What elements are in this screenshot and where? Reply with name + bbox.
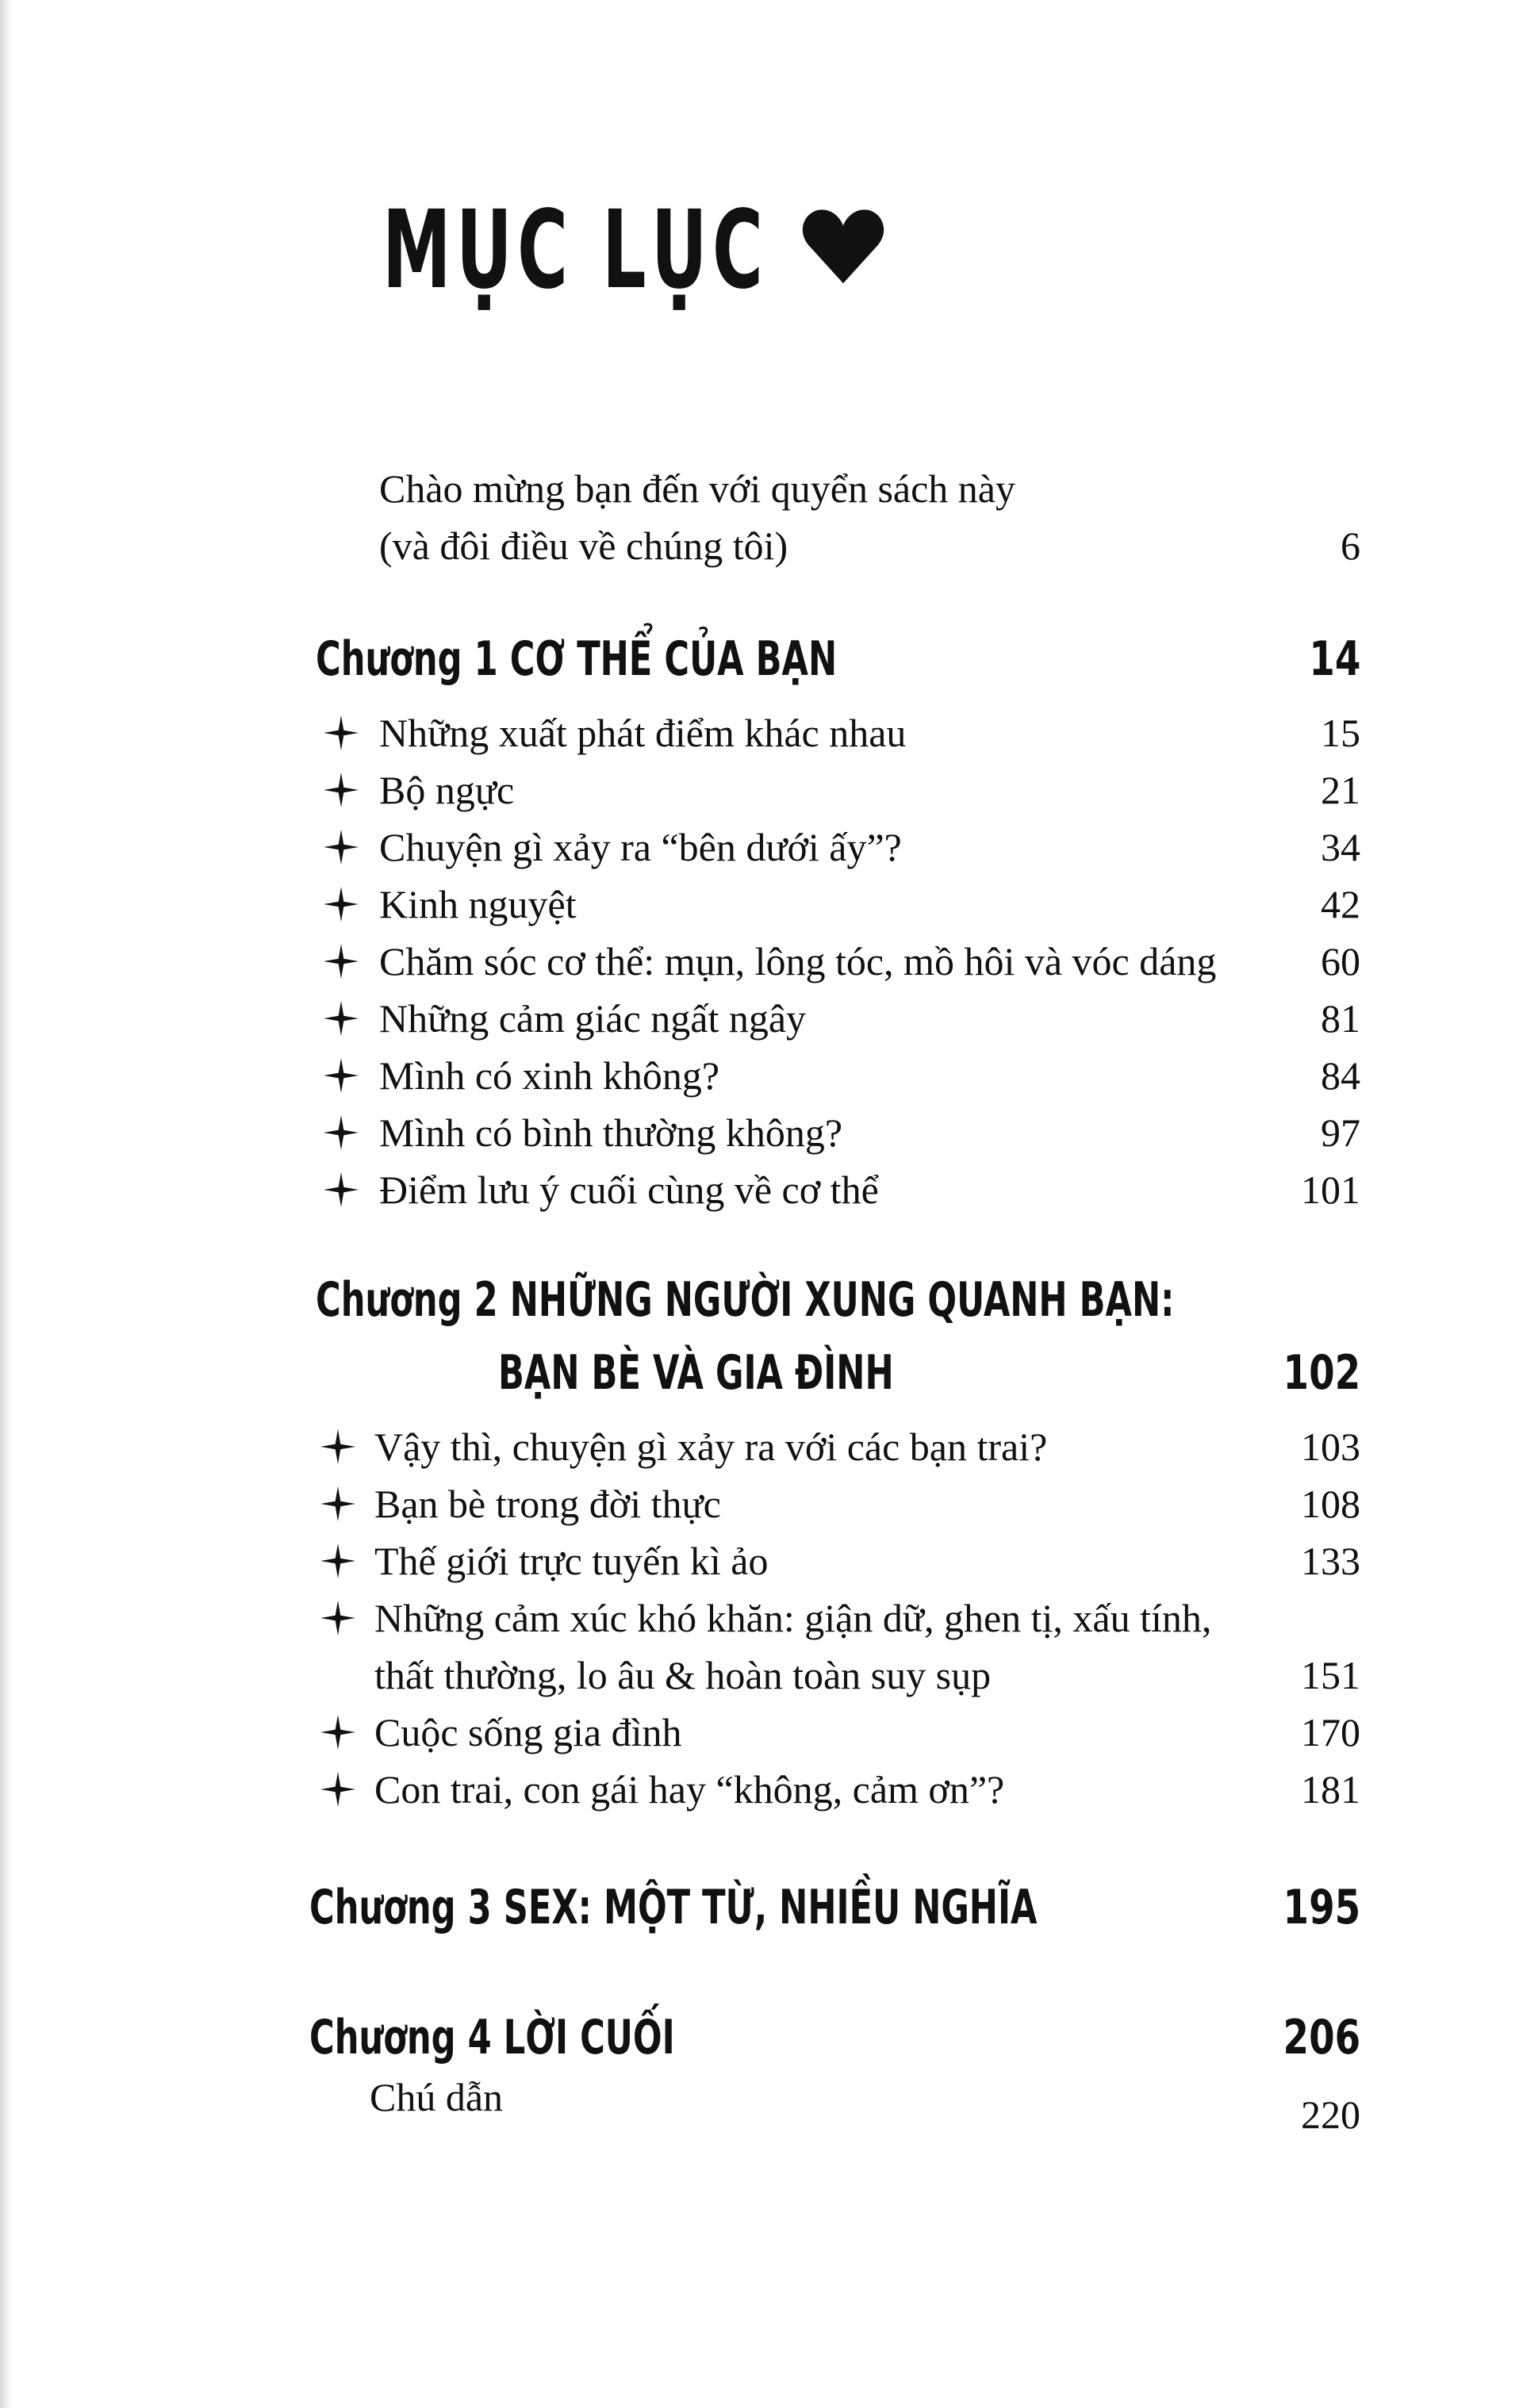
four-point-star-icon: [324, 830, 359, 865]
toc-item-title-cont: thất thường, lo âu & hoàn toàn suy sụp: [374, 1653, 992, 1697]
toc-item-page: 81: [1321, 996, 1360, 1041]
toc-item[interactable]: [0, 1047, 1523, 1104]
chapter-4-heading[interactable]: [0, 2002, 1523, 2073]
toc-item[interactable]: [0, 1589, 1523, 1647]
chapter-1-page: 14: [1308, 631, 1360, 687]
toc-item-title: Mình có xinh không?: [379, 1053, 720, 1098]
toc-item[interactable]: [0, 990, 1523, 1047]
toc-item-page: 21: [1321, 768, 1360, 812]
toc-item-page: 15: [1321, 711, 1360, 755]
toc-item-title: Những cảm xúc khó khăn: giận dữ, ghen tị, xấu tính,: [374, 1596, 1212, 1640]
toc-item-title: Bạn bè trong đời thực: [374, 1482, 721, 1526]
four-point-star-icon: [324, 773, 359, 807]
chapter-2-label: Chương 2 NHỮNG NGƯỜI XUNG QUANH BẠN:: [316, 1272, 1175, 1328]
chapter-3-heading[interactable]: [0, 1872, 1523, 1943]
toc-item-page: 42: [1321, 882, 1360, 926]
four-point-star-icon: [320, 1429, 355, 1464]
four-point-star-icon: [324, 1115, 359, 1150]
intro-line-1: Chào mừng bạn đến với quyển sách này: [379, 466, 1015, 511]
page-title: MỤC LỤC: [382, 188, 769, 313]
toc-notes[interactable]: [0, 2069, 1523, 2137]
toc-item[interactable]: [0, 1475, 1523, 1532]
four-point-star-icon: [320, 1772, 355, 1807]
toc-intro[interactable]: [0, 460, 1523, 517]
four-point-star-icon: [320, 1486, 355, 1521]
toc-item-page: 181: [1301, 1767, 1360, 1812]
toc-item-page: 97: [1321, 1110, 1360, 1155]
toc-intro-cont[interactable]: [0, 517, 1523, 574]
heart-icon: [800, 203, 887, 290]
chapter-2-page: 102: [1283, 1345, 1360, 1401]
four-point-star-icon: [324, 887, 359, 922]
toc-item-page: 101: [1301, 1168, 1360, 1212]
chapter-4-page: 206: [1283, 2010, 1360, 2065]
toc-item[interactable]: [0, 761, 1523, 819]
toc-item[interactable]: [0, 1761, 1523, 1818]
four-point-star-icon: [320, 1601, 355, 1635]
toc-item-title: Những cảm giác ngất ngây: [379, 996, 807, 1041]
toc-item[interactable]: [0, 1704, 1523, 1761]
toc-item-title: Vậy thì, chuyện gì xảy ra với các bạn trai?: [374, 1424, 1048, 1469]
toc-item[interactable]: [0, 819, 1523, 876]
toc-item-title: Kinh nguyệt: [379, 882, 577, 926]
toc-item-title: Chăm sóc cơ thể: mụn, lông tóc, mồ hôi và vóc dáng: [379, 939, 1217, 984]
four-point-star-icon: [324, 1058, 359, 1093]
four-point-star-icon: [324, 1172, 359, 1207]
chapter-2-heading[interactable]: [0, 1264, 1523, 1336]
toc-item-title: Cuộc sống gia đình: [374, 1710, 682, 1754]
toc-item[interactable]: [0, 1418, 1523, 1475]
toc-item-title: Con trai, con gái hay “không, cảm ơn”?: [374, 1767, 1005, 1812]
toc-item[interactable]: [0, 876, 1523, 933]
toc-item[interactable]: [0, 1532, 1523, 1589]
chapter-1-heading[interactable]: [0, 623, 1523, 695]
toc-item-page: 170: [1301, 1710, 1360, 1754]
toc-item-title: Thế giới trực tuyến kì ảo: [374, 1539, 769, 1583]
intro-line-2: (và đôi điều về chúng tôi): [379, 523, 788, 568]
toc-item-page: 133: [1301, 1539, 1360, 1583]
four-point-star-icon: [320, 1543, 355, 1578]
four-point-star-icon: [324, 944, 359, 979]
toc-item[interactable]: [0, 1104, 1523, 1161]
four-point-star-icon: [324, 715, 359, 750]
notes-label: Chú dẫn: [370, 2075, 504, 2119]
toc-item-page: 108: [1301, 1482, 1360, 1526]
toc-item-page: 84: [1321, 1053, 1360, 1098]
chapter-2-label-cont: BẠN BÈ VÀ GIA ĐÌNH: [498, 1345, 894, 1401]
toc-item-page: 34: [1321, 825, 1360, 869]
toc-item-title: Những xuất phát điểm khác nhau: [379, 711, 907, 755]
toc-item[interactable]: [0, 1161, 1523, 1218]
toc-item[interactable]: [0, 933, 1523, 990]
toc-item-page: 151: [1301, 1653, 1360, 1697]
four-point-star-icon: [324, 1001, 359, 1036]
chapter-2-heading-cont[interactable]: [0, 1337, 1523, 1409]
notes-page: 220: [1301, 2092, 1360, 2137]
four-point-star-icon: [320, 1715, 355, 1750]
toc-item-page: 103: [1301, 1424, 1360, 1469]
toc-item-title: Điểm lưu ý cuối cùng về cơ thể: [379, 1168, 879, 1212]
toc-item-cont[interactable]: [0, 1647, 1523, 1704]
chapter-3-page: 195: [1283, 1880, 1360, 1935]
toc-item-page: 60: [1321, 939, 1360, 984]
toc-item-title: Chuyện gì xảy ra “bên dưới ấy”?: [379, 825, 902, 869]
intro-page: 6: [1341, 523, 1360, 568]
chapter-1-label: Chương 1 CƠ THỂ CỦA BẠN: [316, 631, 838, 687]
chapter-3-label: Chương 3 SEX: MỘT TỪ, NHIỀU NGHĨA: [309, 1880, 1038, 1935]
toc-item-title: Mình có bình thường không?: [379, 1110, 843, 1155]
chapter-4-label: Chương 4 LỜI CUỐI: [309, 2010, 675, 2065]
toc-item[interactable]: [0, 704, 1523, 761]
toc-item-title: Bộ ngực: [379, 768, 515, 812]
